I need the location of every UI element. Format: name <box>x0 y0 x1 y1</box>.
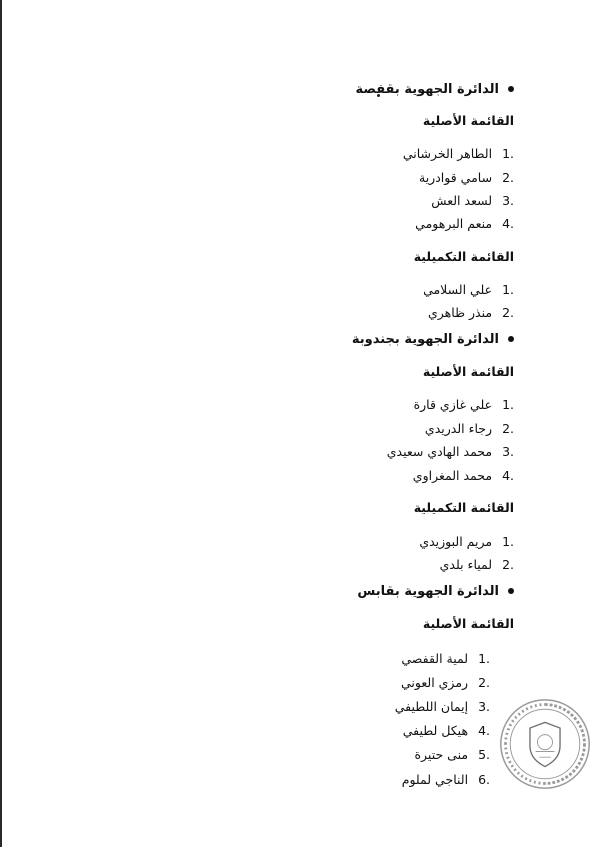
item-name: علي غازي قارة <box>413 397 493 412</box>
item-name: لسعد العش <box>431 193 493 208</box>
list-item <box>415 218 514 231</box>
item-name: علي السلامي <box>423 282 493 297</box>
item-number: 5. <box>478 747 490 762</box>
list-item <box>414 399 514 412</box>
section-title-text: الدائرة الجهوية بقابس <box>357 584 499 599</box>
item-number: 1. <box>502 534 514 549</box>
item-number: 6. <box>478 772 490 787</box>
list-item <box>401 653 490 666</box>
list-item <box>440 559 514 572</box>
list-heading-original: القائمة الأصلية <box>422 113 514 128</box>
item-name: رجاء الدريدي <box>424 421 493 436</box>
item-number: 2. <box>478 675 490 690</box>
bullet-icon <box>508 336 514 342</box>
item-number: 3. <box>502 444 514 459</box>
section-title-text: الدائرة الجهوية بقفصة <box>355 82 499 97</box>
official-seal <box>498 697 592 791</box>
list-item <box>423 284 514 297</box>
item-name: منذر ظاهري <box>427 305 493 320</box>
item-number: 4. <box>502 216 514 231</box>
page-left-edge <box>0 0 2 847</box>
item-name: لمية القفصي <box>401 651 469 666</box>
item-number: 1. <box>502 397 514 412</box>
list-item <box>402 774 490 787</box>
item-number: 2. <box>502 557 514 572</box>
list-item <box>413 470 514 483</box>
section-title-text: الدائرة الجهوية بجندوبة <box>351 332 499 347</box>
list-item <box>387 446 514 459</box>
bullet-icon <box>508 588 514 594</box>
item-number: 4. <box>478 723 490 738</box>
item-name: الطاهر الخرشاني <box>402 146 493 161</box>
item-name: مريم البوزيدي <box>419 534 493 549</box>
section-title-jendouba <box>352 333 514 346</box>
item-name: محمد الهادي سعيدي <box>386 444 493 459</box>
item-number: 1. <box>502 282 514 297</box>
item-number: 3. <box>502 193 514 208</box>
bullet-icon <box>508 86 514 92</box>
item-name: هيكل لطيفي <box>402 723 469 738</box>
list-heading-original: القائمة الأصلية <box>422 616 514 631</box>
list-heading-original: القائمة الأصلية <box>422 364 514 379</box>
list-item <box>403 725 490 738</box>
item-name: محمد المغراوي <box>412 468 493 483</box>
list-item <box>428 307 514 320</box>
item-name: منعم البرهومي <box>415 216 493 231</box>
list-heading-supplementary: القائمة التكميلية <box>413 249 514 264</box>
item-number: 2. <box>502 421 514 436</box>
list-heading-supplementary: القائمة التكميلية <box>413 500 514 515</box>
list-item <box>414 749 490 762</box>
list-item <box>419 536 514 549</box>
list-item <box>419 172 514 185</box>
list-item <box>431 195 514 208</box>
item-number: 3. <box>478 699 490 714</box>
item-number: 2. <box>502 170 514 185</box>
item-number: 4. <box>502 468 514 483</box>
section-title-gafsa <box>356 83 515 96</box>
list-item <box>425 423 514 436</box>
list-item <box>403 148 514 161</box>
list-item <box>395 701 490 714</box>
item-name: الناجي لملوم <box>401 772 469 787</box>
item-name: رمزي العوني <box>401 675 469 690</box>
item-name: سامي قوادرية <box>419 170 493 185</box>
item-number: 1. <box>478 651 490 666</box>
item-number: 2. <box>502 305 514 320</box>
item-number: 1. <box>502 146 514 161</box>
item-name: لمياء بلدي <box>439 557 493 572</box>
section-title-gabes <box>357 585 514 598</box>
item-name: إيمان اللطيفي <box>394 699 469 714</box>
item-name: منى حتيرة <box>414 747 469 762</box>
list-item <box>401 677 490 690</box>
